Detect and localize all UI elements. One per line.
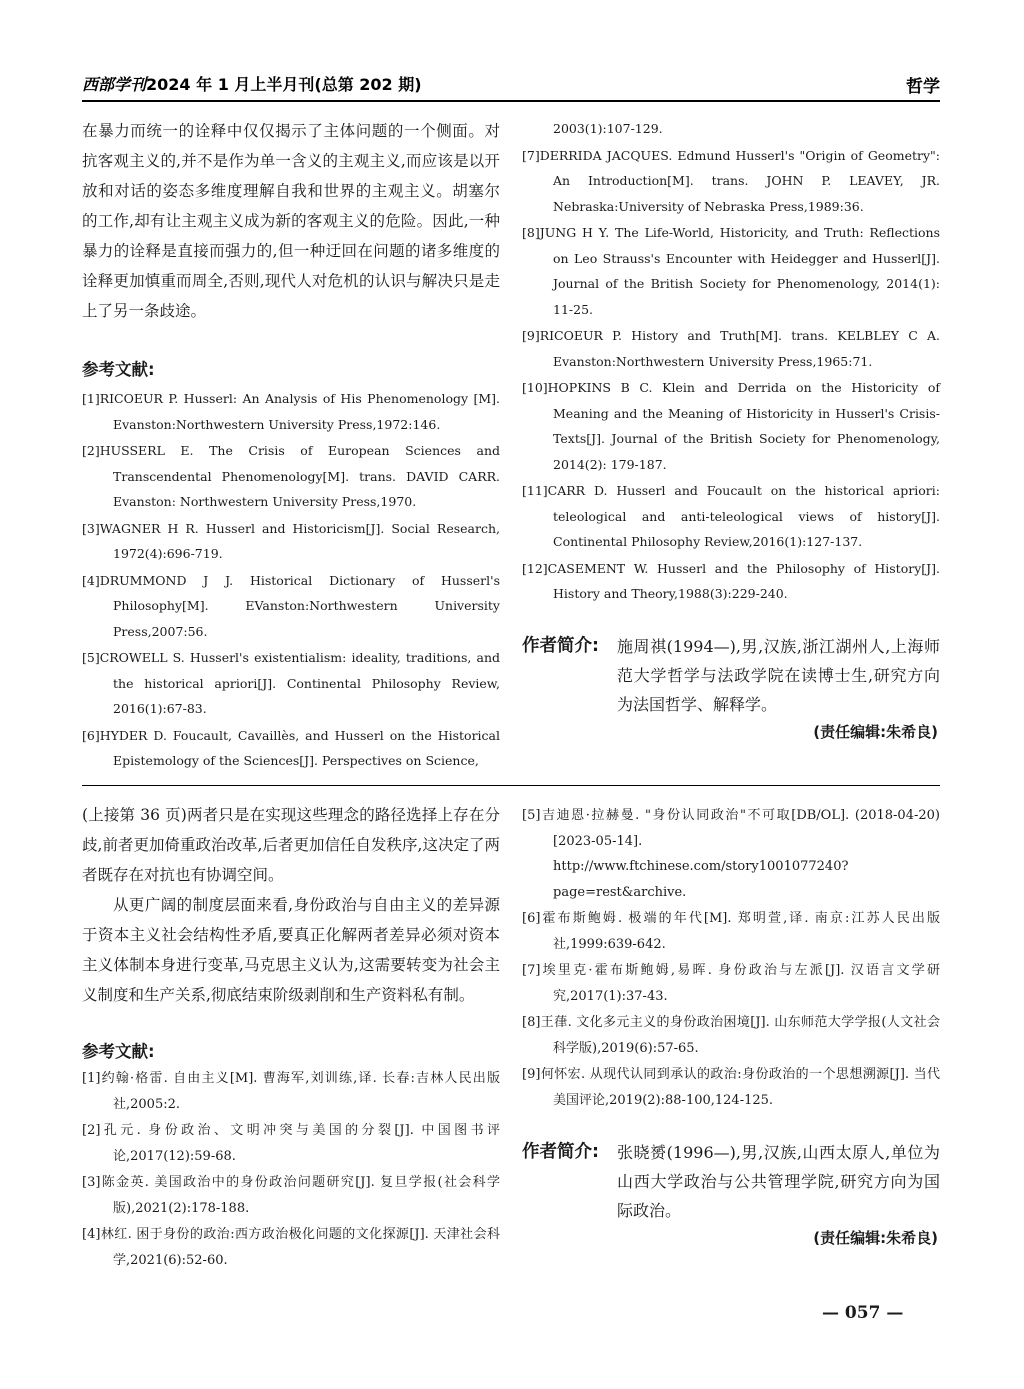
reference-list (522, 803, 940, 1113)
issue-info: 2024 年 1 月上半月刊(总第 202 期) (146, 75, 422, 94)
reference-item: [3]陈金英. 美国政治中的身份政治问题研究[J]. 复旦学报(社会科学版),2021(2):178-188. (82, 1175, 500, 1216)
reference-item: [6]霍布斯鲍姆. 极端的年代[M]. 郑明萱,译. 南京:江苏人民出版社,1999:639-642. (522, 911, 940, 952)
reference-item: [5]CROWELL S. Husserl's existentialism: ideality, traditions, and the historical apriori[J]. Continental Philosophy Review, 2016(1):67-83. (82, 650, 500, 716)
author-bio-label: 作者简介: (522, 636, 599, 656)
responsible-editor: (责任编辑:朱希良) (813, 1229, 938, 1247)
reference-item: [2]HUSSERL E. The Crisis of European Sciences and Transcendental Phenomenology[M]. trans. DAVID CARR. Evanston: Northwestern University Press,1970. (82, 443, 500, 509)
reference-item: [2]孔元. 身份政治、文明冲突与美国的分裂[J]. 中国图书评论,2017(12):59-68. (82, 1123, 500, 1164)
section-title: 哲学 (906, 77, 940, 97)
top-right-column (522, 116, 940, 608)
author-bio (522, 1138, 940, 1225)
reference-item: [1]约翰·格雷. 自由主义[M]. 曹海军,刘训练,译. 长春:吉林人民出版社,2005:2. (82, 1071, 500, 1112)
author-bio (522, 632, 940, 719)
top-left-column (82, 116, 500, 775)
bottom-right-column (522, 803, 940, 1114)
reference-item: [9]RICOEUR P. History and Truth[M]. trans. KELBLEY C A. Evanston:Northwestern University Press,1965:71. (522, 328, 940, 369)
reference-list (82, 386, 500, 774)
references-heading: 参考文献: (82, 1042, 155, 1061)
reference-item: [4]林红. 困于身份的政治:西方政治极化问题的文化探源[J]. 天津社会科学,2021(6):52-60. (82, 1227, 500, 1268)
author-bio-label: 作者简介: (522, 1142, 599, 1162)
journal-logo: 西部学刊 (82, 75, 147, 94)
body-paragraph: 从更广阔的制度层面来看,身份政治与自由主义的差异源于资本主义社会结构性矛盾,要真正化解两者差异必须对资本主义体制本身进行变革,马克思主义认为,这需要转变为社会主义制度和生产关系,彻底结束阶级剥削和生产资料私有制。 (82, 896, 500, 1004)
reference-item: [4]DRUMMOND J J. Historical Dictionary of Husserl's Philosophy[M]. EVanston:Northwestern University Press,2007:56. (82, 572, 500, 639)
reference-list (522, 116, 940, 607)
reference-item: [3]WAGNER H R. Husserl and Historicism[J]. Social Research, 1972(4):696-719. (82, 520, 500, 561)
header-divider (82, 100, 940, 102)
author-bio-text: 张晓赟(1996—),男,汉族,山西太原人,单位为山西大学政治与公共管理学院,研究方向为国际政治。 (617, 1143, 940, 1220)
body-paragraph: (上接第 36 页)两者只是在实现这些理念的路径选择上存在分歧,前者更加倚重政治改革,后者更加信任自发秩序,这决定了两者既存在对抗也有协调空间。 (82, 806, 500, 884)
reference-item: [6]HYDER D. Foucault, Cavaillès, and Husserl on the Historical Epistemology of the Sciences[J]. Perspectives on Science, (82, 727, 500, 768)
reference-item: [10]HOPKINS B C. Klein and Derrida on the Historicity of Meaning and the Meaning of Historicity in Husserl's Crisis-Texts[J]. Journal of the British Society for Phenomenology, 2014(2): 179-187. (522, 380, 940, 472)
bottom-left-column (82, 800, 500, 1274)
responsible-editor: (责任编辑:朱希良) (813, 723, 938, 741)
header-journal-info (82, 72, 422, 95)
references-heading: 参考文献: (82, 360, 155, 379)
author-bio-text: 施周祺(1994—),男,汉族,浙江湖州人,上海师范大学哲学与法政学院在读博士生,研究方向为法国哲学、解释学。 (617, 637, 940, 714)
reference-item: [5]吉迪恩·拉赫曼. "身份认同政治"不可取[DB/OL]. (2018-04-20)[2023-05-14]. http://www.ftchinese.com/story1001077240? page=rest&archive. (522, 808, 940, 900)
reference-item: [7]DERRIDA JACQUES. Edmund Husserl's "Origin of Geometry": An Introduction[M]. trans. JOHN P. LEAVEY, JR. Nebraska:University of Nebraska Press,1989:36. (522, 147, 940, 214)
page-number: — 057 — (822, 1303, 904, 1323)
reference-item: [11]CARR D. Husserl and Foucault on the historical apriori: teleological and anti-teleological views of history[J]. Continental Philosophy Review,2016(1):127-137. (522, 483, 940, 549)
reference-continuation: 2003(1):107-129. (553, 121, 663, 136)
article-divider (82, 785, 940, 786)
reference-item: [7]埃里克·霍布斯鲍姆,易晖. 身份政治与左派[J]. 汉语言文学研究,2017(1):37-43. (522, 963, 940, 1004)
page-header (82, 70, 940, 100)
reference-list (82, 1066, 500, 1273)
reference-item: [9]何怀宏. 从现代认同到承认的政治:身份政治的一个思想溯源[J]. 当代美国评论,2019(2):88-100,124-125. (522, 1067, 940, 1108)
reference-item: [8]JUNG H Y. The Life-World, Historicity, and Truth: Reflections on Leo Strauss's Encounter with Heidegger and Husserl[J]. Journal of the British Society for Phenomenology, 2014(1): 11-25. (522, 225, 940, 317)
reference-item: [12]CASEMENT W. Husserl and the Philosophy of History[J]. History and Theory,1988(3):229-240. (522, 560, 940, 601)
reference-item: [8]王葎. 文化多元主义的身份政治困境[J]. 山东师范大学学报(人文社会科学版),2019(6):57-65. (522, 1015, 940, 1056)
body-paragraph: 在暴力而统一的诠释中仅仅揭示了主体问题的一个侧面。对抗客观主义的,并不是作为单一含义的主观主义,而应该是以开放和对话的姿态多维度理解自我和世界的主观主义。胡塞尔的工作,却有让主观主义成为新的客观主义的危险。因此,一种暴力的诠释是直接而强力的,但一种迂回在问题的诸多维度的诠释更加慎重而周全,否则,现代人对危机的认识与解决只是走上了另一条歧途。 (82, 122, 500, 320)
reference-item: [1]RICOEUR P. Husserl: An Analysis of His Phenomenology [M]. Evanston:Northwestern University Press,1972:146. (82, 391, 500, 432)
